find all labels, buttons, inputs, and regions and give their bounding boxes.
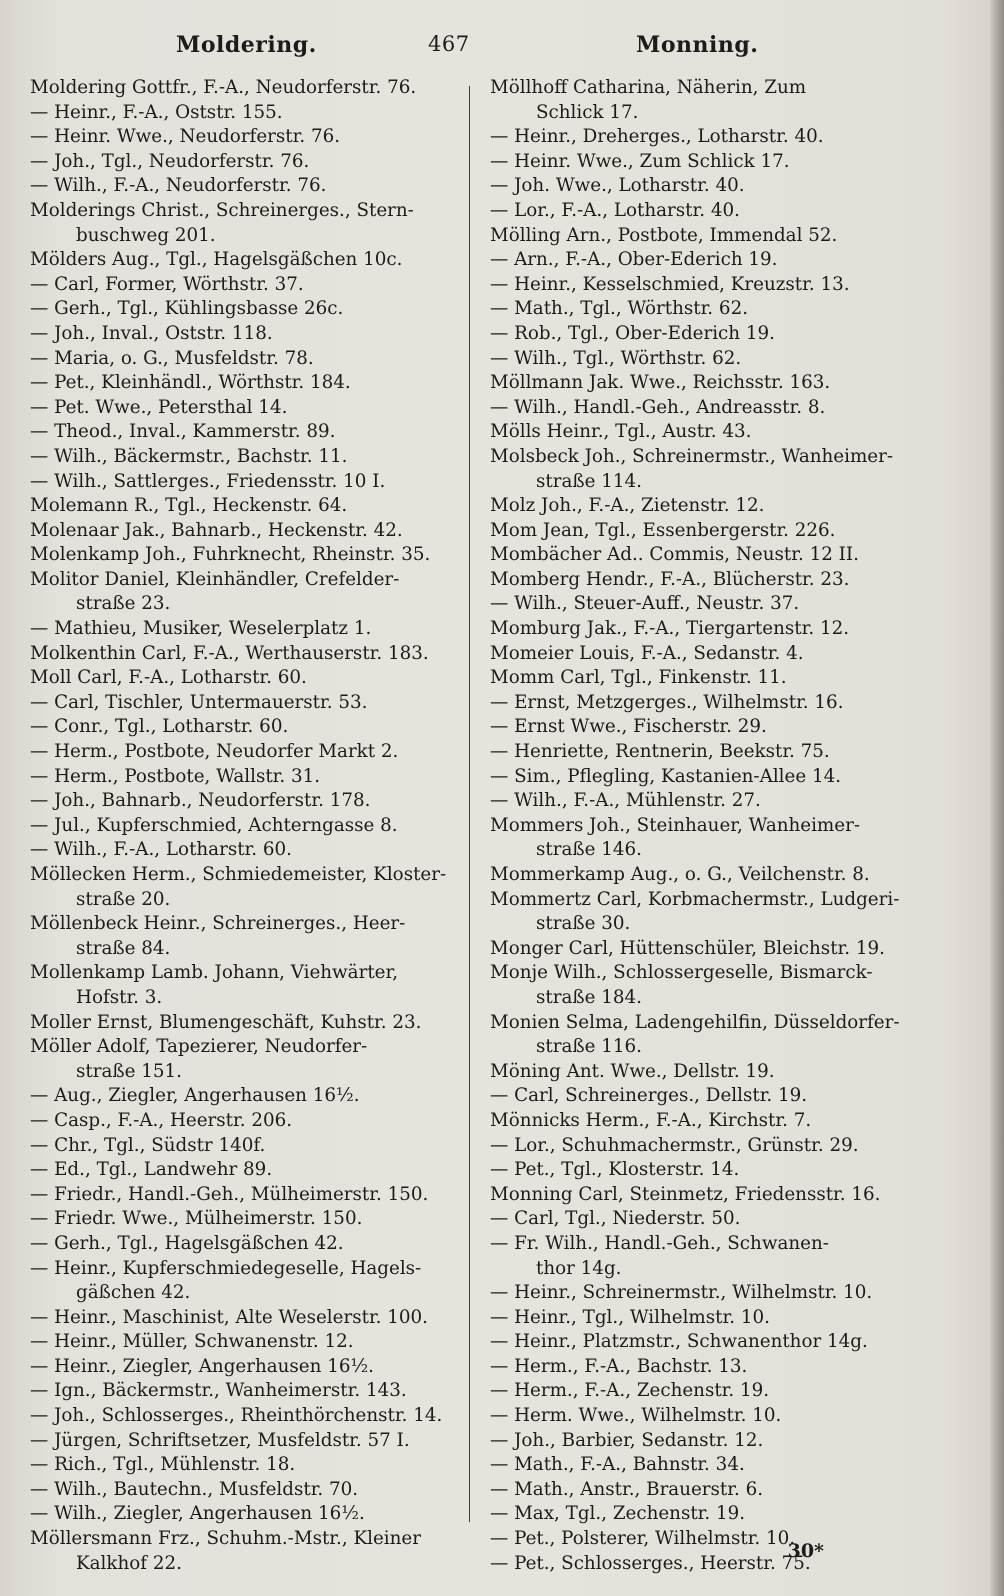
- entry-line: — Ed., Tgl., Landwehr 89.: [30, 1159, 273, 1181]
- directory-entry: [490, 1306, 942, 1331]
- directory-entry: [30, 740, 482, 765]
- entry-line: — Aug., Ziegler, Angerhausen 16½.: [30, 1085, 360, 1107]
- directory-entry: [30, 273, 482, 298]
- entry-line: — Wilh., Bäckermstr., Bachstr. 11.: [30, 445, 348, 467]
- directory-entry: [490, 150, 942, 175]
- directory-entry: [30, 789, 482, 814]
- directory-entry: [490, 1281, 942, 1306]
- directory-entry: [30, 174, 482, 199]
- directory-entry: [30, 1429, 482, 1454]
- directory-entry: [490, 1527, 942, 1552]
- directory-entry: [490, 1478, 942, 1503]
- entry-continuation: straße 84.: [76, 937, 171, 959]
- directory-entry: [490, 740, 942, 765]
- directory-entry: [30, 543, 482, 568]
- directory-entry: [30, 470, 482, 495]
- entry-continuation: straße 184.: [536, 986, 642, 1008]
- directory-entry: [490, 1207, 942, 1232]
- directory-entry: [490, 1109, 942, 1134]
- directory-entry: [490, 1330, 942, 1355]
- entry-line: Molderings Christ., Schreinerges., Stern-: [30, 199, 414, 221]
- entry-line: — Friedr. Wwe., Mülheimerstr. 150.: [30, 1208, 363, 1230]
- entry-line: Möllersmann Frz., Schuhm.-Mstr., Kleiner: [30, 1528, 421, 1550]
- entry-line: — Lor., Schuhmachermstr., Grünstr. 29.: [490, 1134, 859, 1156]
- directory-entry: [490, 371, 942, 396]
- directory-entry: [30, 1109, 482, 1134]
- entry-line: — Heinr., Schreinermstr., Wilhelmstr. 10.: [490, 1282, 873, 1304]
- left-column: [30, 76, 482, 1576]
- entry-line: — Arn., F.-A., Ober-Ederich 19.: [490, 249, 778, 271]
- column-divider: [469, 86, 470, 1522]
- entry-line: Möllecken Herm., Schmiedemeister, Kloster-: [30, 864, 447, 885]
- entry-line: — Wilh., Sattlerges., Friedensstr. 10 I.: [30, 470, 386, 492]
- directory-entry: [490, 420, 942, 445]
- entry-line: Mölders Aug., Tgl., Hagelsgäßchen 10c.: [30, 249, 403, 271]
- directory-entry: [30, 371, 482, 396]
- directory-entry: [490, 1552, 942, 1577]
- entry-continuation: Hofstr. 3.: [76, 986, 163, 1008]
- entry-line: — Heinr. Wwe., Zum Schlick 17.: [490, 150, 790, 172]
- entry-line: — Gerh., Tgl., Hagelsgäßchen 42.: [30, 1232, 344, 1254]
- entry-line: — Heinr., Platzmstr., Schwanenthor 14g.: [490, 1331, 868, 1353]
- entry-line: — Joh. Wwe., Lotharstr. 40.: [490, 175, 745, 197]
- entry-line: Mölling Arn., Postbote, Immendal 52.: [490, 224, 838, 246]
- entry-continuation: Schlick 17.: [536, 101, 639, 123]
- directory-entry: [30, 150, 482, 175]
- entry-line: — Wilh., Bautechn., Musfeldstr. 70.: [30, 1478, 359, 1500]
- directory-entry: [490, 1355, 942, 1380]
- directory-entry: [490, 273, 942, 298]
- entry-line: — Wilh., F.-A., Neudorferstr. 76.: [30, 175, 327, 197]
- entry-line: — Rich., Tgl., Mühlenstr. 18.: [30, 1454, 296, 1476]
- entry-line: — Sim., Pflegling, Kastanien-Allee 14.: [490, 765, 842, 787]
- header-right-catchword: Monning.: [636, 32, 759, 58]
- directory-entry: [490, 715, 942, 740]
- entry-line: — Heinr., Ziegler, Angerhausen 16½.: [30, 1355, 374, 1377]
- entry-line: — Heinr., Tgl., Wilhelmstr. 10.: [490, 1306, 770, 1328]
- entry-continuation: straße 23.: [76, 593, 171, 615]
- directory-entry: [490, 445, 942, 494]
- directory-entry: [30, 1453, 482, 1478]
- directory-entry: [30, 248, 482, 273]
- entry-continuation: straße 151.: [76, 1060, 182, 1082]
- entry-line: — Math., Tgl., Wörthstr. 62.: [490, 298, 749, 320]
- directory-entry: [490, 1232, 942, 1281]
- entry-line: — Henriette, Rentnerin, Beekstr. 75.: [490, 741, 830, 763]
- entry-line: — Wilh., F.-A., Mühlenstr. 27.: [490, 790, 761, 812]
- entry-line: — Gerh., Tgl., Kühlingsbasse 26c.: [30, 298, 344, 320]
- entry-line: — Pet., Kleinhändl., Wörthstr. 184.: [30, 372, 351, 394]
- directory-entry: [490, 1011, 942, 1060]
- directory-entry: [490, 1084, 942, 1109]
- directory-entry: [490, 863, 942, 888]
- directory-entry: [30, 1158, 482, 1183]
- entry-line: Möller Adolf, Tapezierer, Neudorfer-: [30, 1036, 368, 1058]
- entry-continuation: Kalkhof 22.: [76, 1552, 182, 1574]
- directory-entry: [490, 642, 942, 667]
- directory-entry: [490, 814, 942, 863]
- entry-line: — Math., F.-A., Bahnstr. 34.: [490, 1454, 745, 1476]
- directory-entry: [30, 715, 482, 740]
- directory-entry: [30, 691, 482, 716]
- directory-entry: [490, 297, 942, 322]
- directory-entry: [490, 1134, 942, 1159]
- entry-line: — Herm., Postbote, Wallstr. 31.: [30, 765, 321, 787]
- entry-line: — Carl, Tgl., Niederstr. 50.: [490, 1208, 741, 1230]
- directory-entry: [30, 1306, 482, 1331]
- entry-line: Möning Ant. Wwe., Dellstr. 19.: [490, 1060, 775, 1082]
- directory-entry: [490, 666, 942, 691]
- entry-continuation: straße 116.: [536, 1036, 642, 1058]
- entry-line: Molenkamp Joh., Fuhrknecht, Rheinstr. 35.: [30, 544, 431, 566]
- entry-line: — Rob., Tgl., Ober-Ederich 19.: [490, 322, 775, 344]
- entry-line: — Mathieu, Musiker, Weselerplatz 1.: [30, 618, 372, 640]
- directory-entry: [490, 691, 942, 716]
- directory-entry: [490, 199, 942, 224]
- directory-entry: [30, 199, 482, 248]
- directory-entry: [490, 1429, 942, 1454]
- directory-entry: [490, 1502, 942, 1527]
- entry-line: Momburg Jak., F.-A., Tiergartenstr. 12.: [490, 618, 850, 640]
- entry-line: — Casp., F.-A., Heerstr. 206.: [30, 1109, 293, 1131]
- directory-entry: [490, 322, 942, 347]
- entry-line: — Wilh., Steuer-Auff., Neustr. 37.: [490, 593, 800, 615]
- entry-line: — Math., Anstr., Brauerstr. 6.: [490, 1478, 764, 1500]
- entry-continuation: thor 14g.: [536, 1257, 622, 1279]
- directory-entry: [30, 912, 482, 961]
- directory-entry: [30, 1257, 482, 1306]
- entry-line: — Jürgen, Schriftsetzer, Musfeldstr. 57 I.: [30, 1429, 410, 1451]
- entry-line: Möllenbeck Heinr., Schreinerges., Heer-: [30, 913, 406, 935]
- entry-line: Monje Wilh., Schlossergeselle, Bismarck-: [490, 962, 873, 984]
- entry-line: — Heinr., Dreherges., Lotharstr. 40.: [490, 126, 824, 148]
- entry-line: Mommers Joh., Steinhauer, Wanheimer-: [490, 814, 860, 836]
- entry-line: — Jul., Kupferschmied, Achterngasse 8.: [30, 814, 398, 836]
- directory-entry: [30, 297, 482, 322]
- entry-line: — Pet. Wwe., Petersthal 14.: [30, 396, 288, 418]
- directory-entry: [30, 1011, 482, 1036]
- entry-line: Molkenthin Carl, F.-A., Werthauserstr. 183.: [30, 642, 429, 664]
- entry-line: — Lor., F.-A., Lotharstr. 40.: [490, 199, 740, 221]
- directory-entry: [30, 961, 482, 1010]
- directory-entry: [30, 322, 482, 347]
- entry-line: — Joh., Tgl., Neudorferstr. 76.: [30, 150, 310, 172]
- entry-line: — Carl, Former, Wörthstr. 37.: [30, 273, 304, 295]
- entry-line: — Herm., F.-A., Zechenstr. 19.: [490, 1380, 770, 1402]
- entry-line: Mom Jean, Tgl., Essenbergerstr. 226.: [490, 519, 836, 541]
- entry-line: — Herm., Postbote, Neudorfer Markt 2.: [30, 741, 399, 763]
- page-header: [0, 32, 1004, 68]
- directory-entry: [30, 125, 482, 150]
- entry-line: — Joh., Inval., Oststr. 118.: [30, 322, 273, 344]
- directory-entry: [30, 1404, 482, 1429]
- entry-line: Möllhoff Catharina, Näherin, Zum: [490, 77, 807, 98]
- entry-line: — Heinr., F.-A., Oststr. 155.: [30, 101, 283, 123]
- entry-continuation: straße 146.: [536, 839, 642, 861]
- directory-entry: [30, 1330, 482, 1355]
- directory-entry: [30, 1183, 482, 1208]
- directory-entry: [490, 396, 942, 421]
- directory-entry: [30, 642, 482, 667]
- entry-line: Möllmann Jak. Wwe., Reichsstr. 163.: [490, 372, 831, 394]
- entry-line: Molsbeck Joh., Schreinermstr., Wanheimer-: [490, 445, 894, 467]
- directory-entry: [30, 1527, 482, 1576]
- entry-line: — Friedr., Handl.-Geh., Mülheimerstr. 150.: [30, 1183, 429, 1205]
- entry-line: — Theod., Inval., Kammerstr. 89.: [30, 421, 336, 443]
- entry-line: — Joh., Barbier, Sedanstr. 12.: [490, 1429, 764, 1451]
- entry-line: — Wilh., Tgl., Wörthstr. 62.: [490, 347, 742, 369]
- directory-entry: [490, 224, 942, 249]
- directory-entry: [490, 76, 942, 125]
- directory-entry: [30, 666, 482, 691]
- entry-line: Mombächer Ad.. Commis, Neustr. 12 II.: [490, 544, 859, 566]
- entry-continuation: straße 30.: [536, 913, 631, 935]
- right-column: [490, 76, 942, 1576]
- entry-line: — Heinr., Müller, Schwanenstr. 12.: [30, 1331, 354, 1353]
- directory-entry: [30, 1084, 482, 1109]
- entry-line: Moll Carl, F.-A., Lotharstr. 60.: [30, 667, 307, 689]
- directory-entry: [490, 248, 942, 273]
- directory-entry: [490, 568, 942, 593]
- entry-line: — Carl, Schreinerges., Dellstr. 19.: [490, 1085, 808, 1107]
- directory-entry: [30, 1502, 482, 1527]
- directory-entry: [30, 519, 482, 544]
- directory-entry: [30, 1355, 482, 1380]
- directory-entry: [30, 838, 482, 863]
- entry-line: Monien Selma, Ladengehilfin, Düsseldorfer-: [490, 1011, 900, 1033]
- entry-line: Molitor Daniel, Kleinhändler, Crefelder-: [30, 568, 400, 590]
- directory-entry: [490, 174, 942, 199]
- entry-line: — Pet., Polsterer, Wilhelmstr. 10.: [490, 1528, 796, 1550]
- directory-entry: [490, 1453, 942, 1478]
- header-left-catchword: Moldering.: [176, 32, 317, 58]
- entry-line: — Pet., Schlosserges., Heerstr. 75.: [490, 1552, 811, 1574]
- directory-entry: [30, 1035, 482, 1084]
- entry-line: — Pet., Tgl., Klosterstr. 14.: [490, 1159, 740, 1181]
- directory-entry: [490, 1379, 942, 1404]
- directory-entry: [490, 1183, 942, 1208]
- entry-line: Mollenkamp Lamb. Johann, Viehwärter,: [30, 962, 399, 984]
- directory-entry: [30, 1134, 482, 1159]
- entry-line: Momm Carl, Tgl., Finkenstr. 11.: [490, 667, 787, 689]
- entry-line: Molz Joh., F.-A., Zietenstr. 12.: [490, 495, 765, 517]
- entry-line: Mölls Heinr., Tgl., Austr. 43.: [490, 421, 752, 443]
- entry-line: — Ernst Wwe., Fischerstr. 29.: [490, 716, 767, 738]
- directory-entry: [490, 617, 942, 642]
- directory-entry: [490, 765, 942, 790]
- entry-line: — Joh., Schlosserges., Rheinthörchenstr. 14.: [30, 1405, 443, 1427]
- directory-entry: [30, 445, 482, 470]
- directory-entry: [490, 789, 942, 814]
- entry-line: — Wilh., Ziegler, Angerhausen 16½.: [30, 1503, 365, 1525]
- directory-entry: [30, 1207, 482, 1232]
- directory-entry: [490, 125, 942, 150]
- entry-line: Moldering Gottfr., F.-A., Neudorferstr. 76.: [30, 77, 417, 98]
- directory-entry: [30, 1379, 482, 1404]
- directory-entry: [30, 814, 482, 839]
- directory-entry: [490, 543, 942, 568]
- page-number: 467: [428, 32, 470, 56]
- entry-line: Molenaar Jak., Bahnarb., Heckenstr. 42.: [30, 519, 403, 541]
- directory-entry: [30, 101, 482, 126]
- directory-entry: [30, 420, 482, 445]
- entry-line: Moller Ernst, Blumengeschäft, Kuhstr. 23.: [30, 1011, 422, 1033]
- directory-entry: [30, 76, 482, 101]
- entry-line: — Ernst, Metzgerges., Wilhelmstr. 16.: [490, 691, 844, 713]
- entry-line: Molemann R., Tgl., Heckenstr. 64.: [30, 495, 348, 517]
- entry-line: Mönnicks Herm., F.-A., Kirchstr. 7.: [490, 1109, 812, 1131]
- entry-line: — Max, Tgl., Zechenstr. 19.: [490, 1503, 746, 1525]
- directory-entry: [490, 592, 942, 617]
- entry-line: Momberg Hendr., F.-A., Blücherstr. 23.: [490, 568, 850, 590]
- directory-entry: [490, 961, 942, 1010]
- directory-entry: [30, 1478, 482, 1503]
- directory-entry: [30, 617, 482, 642]
- directory-entry: [490, 1158, 942, 1183]
- directory-entry: [490, 494, 942, 519]
- entry-continuation: straße 114.: [536, 470, 642, 492]
- directory-entry: [490, 1060, 942, 1085]
- entry-line: — Wilh., Handl.-Geh., Andreasstr. 8.: [490, 396, 826, 418]
- entry-continuation: buschweg 201.: [76, 224, 216, 246]
- entry-line: — Heinr., Kesselschmied, Kreuzstr. 13.: [490, 273, 850, 295]
- directory-entry: [30, 494, 482, 519]
- entry-line: — Wilh., F.-A., Lotharstr. 60.: [30, 839, 292, 861]
- entry-line: Monger Carl, Hüttenschüler, Bleichstr. 19.: [490, 937, 885, 959]
- entry-line: — Joh., Bahnarb., Neudorferstr. 178.: [30, 790, 371, 812]
- entry-line: — Heinr., Maschinist, Alte Weselerstr. 100.: [30, 1306, 428, 1328]
- directory-entry: [30, 1232, 482, 1257]
- entry-line: Momeier Louis, F.-A., Sedanstr. 4.: [490, 642, 804, 664]
- directory-entry: [490, 1404, 942, 1429]
- entry-line: — Herm., F.-A., Bachstr. 13.: [490, 1355, 748, 1377]
- directory-entry: [30, 863, 482, 912]
- entry-line: — Fr. Wilh., Handl.-Geh., Schwanen-: [490, 1232, 829, 1254]
- directory-entry: [30, 765, 482, 790]
- entry-line: — Carl, Tischler, Untermauerstr. 53.: [30, 691, 368, 713]
- directory-entry: [30, 568, 482, 617]
- entry-line: — Conr., Tgl., Lotharstr. 60.: [30, 716, 289, 738]
- entry-line: — Heinr. Wwe., Neudorferstr. 76.: [30, 126, 341, 148]
- directory-entry: [30, 396, 482, 421]
- entry-line: — Ign., Bäckermstr., Wanheimerstr. 143.: [30, 1380, 407, 1402]
- directory-entry: [490, 937, 942, 962]
- entry-line: Monning Carl, Steinmetz, Friedensstr. 16.: [490, 1183, 881, 1205]
- directory-entry: [490, 347, 942, 372]
- page-edge-shadow: [990, 0, 1004, 1596]
- entry-line: Mommertz Carl, Korbmachermstr., Ludgeri-: [490, 888, 900, 910]
- entry-line: — Herm. Wwe., Wilhelmstr. 10.: [490, 1405, 782, 1427]
- entry-line: Mommerkamp Aug., o. G., Veilchenstr. 8.: [490, 864, 870, 885]
- entry-continuation: gäßchen 42.: [76, 1282, 191, 1304]
- entry-line: — Maria, o. G., Musfeldstr. 78.: [30, 347, 314, 369]
- signature-mark: 30*: [787, 1540, 824, 1562]
- directory-entry: [30, 347, 482, 372]
- directory-entry: [490, 888, 942, 937]
- directory-entry: [490, 519, 942, 544]
- entry-continuation: straße 20.: [76, 888, 171, 910]
- entry-line: — Chr., Tgl., Südstr 140f.: [30, 1134, 266, 1156]
- entry-line: — Heinr., Kupferschmiedegeselle, Hagels-: [30, 1257, 422, 1279]
